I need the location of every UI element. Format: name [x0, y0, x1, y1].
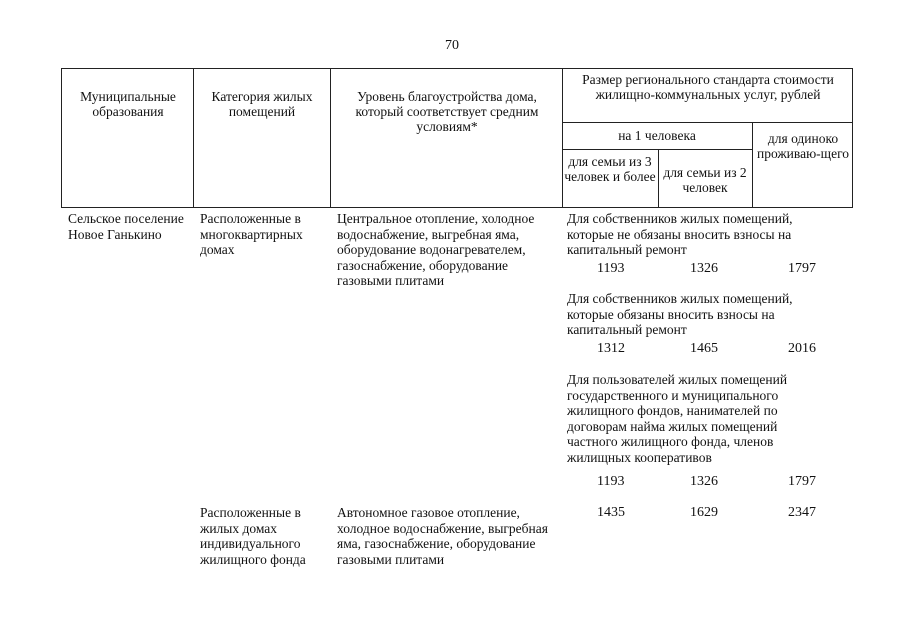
group2-family2: 1465	[690, 341, 718, 356]
group1-single: 1797	[788, 261, 816, 276]
row-divider	[562, 149, 752, 150]
group1-family3: 1193	[597, 261, 625, 276]
row-divider	[562, 122, 852, 123]
group3-single: 1797	[788, 474, 816, 489]
column-divider	[658, 149, 659, 207]
header-family-2: для семьи из 2 человек	[663, 165, 747, 195]
row2-level: Автономное газовое отопление, холодное водоснабжение, выгребная яма, газоснабжение, оборудование газовыми плитами	[337, 505, 548, 567]
group3-family3: 1193	[597, 474, 625, 489]
column-divider	[752, 122, 753, 207]
group2-single: 2016	[788, 341, 816, 356]
row1-level: Центральное отопление, холодное водоснабжение, выгребная яма, оборудование водонагревателем, газоснабжение, оборудование газовыми плитами	[337, 211, 535, 288]
header-level: Уровень благоустройства дома, который соответствует средним условиям*	[355, 89, 539, 134]
row2-family2: 1629	[690, 505, 718, 520]
page-number: 70	[445, 38, 459, 53]
row2-family3: 1435	[597, 505, 625, 520]
header-municipality: Муниципальные образования	[80, 89, 176, 119]
row2-category: Расположенные в жилых домах индивидуального жилищного фонда	[200, 505, 306, 567]
row1-municipality: Сельское поселение Новое Ганькино	[68, 211, 184, 242]
header-per-person: на 1 человека	[618, 128, 696, 143]
group3-family2: 1326	[690, 474, 718, 489]
header-category: Категория жилых помещений	[211, 89, 313, 119]
group2-label: Для собственников жилых помещений, которые обязаны вносить взносы на капитальный ремонт	[567, 291, 793, 337]
column-divider	[330, 69, 331, 207]
group1-family2: 1326	[690, 261, 718, 276]
header-family-3: для семьи из 3 человек и более	[564, 154, 656, 184]
row2-single: 2347	[788, 505, 816, 520]
group2-family3: 1312	[597, 341, 625, 356]
table-header	[61, 68, 853, 208]
header-standard-size: Размер регионального стандарта стоимости жилищно-коммунальных услуг, рублей	[582, 72, 834, 102]
group3-label: Для пользователей жилых помещений государственного и муниципального жилищного фондов, нанимателей по договорам найма жилых помещений частного жилищного фонда, членов жилищных кооперативов	[567, 372, 788, 465]
group1-label: Для собственников жилых помещений, которые не обязаны вносить взносы на капитальный ремонт	[567, 211, 793, 257]
row1-category: Расположенные в многоквартирных домах	[200, 211, 303, 257]
header-single: для одиноко проживаю-щего	[756, 131, 850, 161]
column-divider	[193, 69, 194, 207]
